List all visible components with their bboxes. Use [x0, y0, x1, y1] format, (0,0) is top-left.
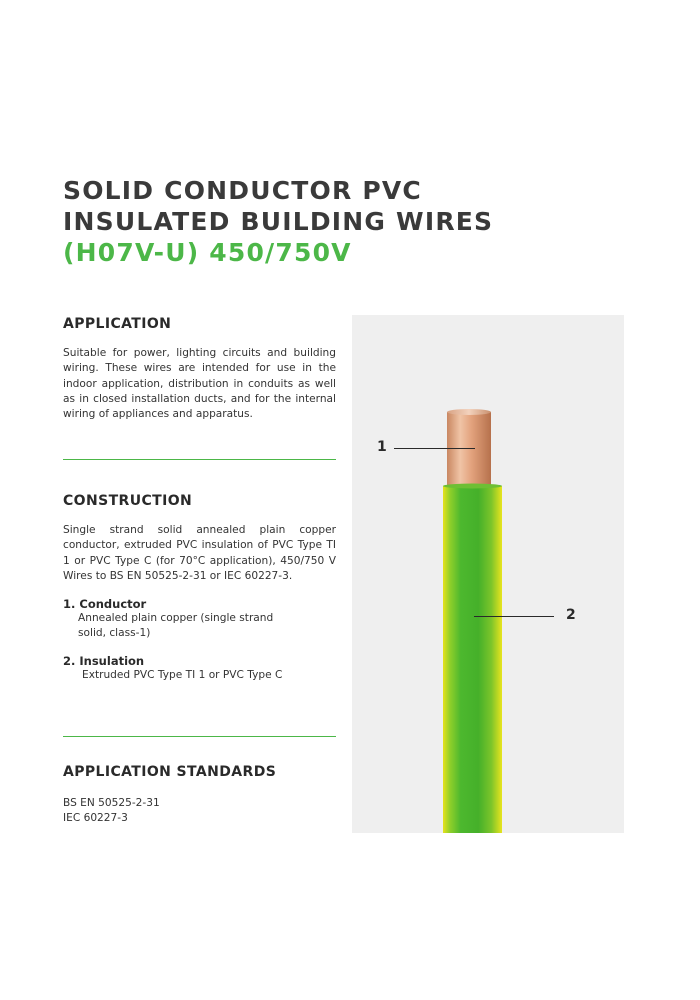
- construction-section: [63, 493, 336, 683]
- title-line-2: INSULATED BUILDING WIRES: [63, 207, 494, 236]
- copper-conductor: [447, 412, 491, 492]
- callout-1-label: 1: [377, 439, 387, 455]
- standard-item: BS EN 50525-2-31: [63, 797, 160, 809]
- insulation-title: 2. Insulation: [63, 654, 145, 669]
- construction-heading: CONSTRUCTION: [63, 493, 193, 509]
- conductor-title: 1. Conductor: [63, 597, 147, 612]
- construction-item-conductor: [63, 597, 336, 641]
- callout-2-label: 2: [566, 607, 576, 623]
- divider-2: [63, 736, 336, 737]
- application-heading: APPLICATION: [63, 316, 172, 332]
- wire-illustration: [352, 315, 624, 833]
- conductor-end-face: [447, 409, 491, 415]
- standards-section: [63, 764, 336, 826]
- title-line-1: SOLID CONDUCTOR PVC: [63, 176, 422, 205]
- standards-heading: APPLICATION STANDARDS: [63, 764, 277, 780]
- title-line-3: (H07V-U) 450/750V: [63, 238, 352, 267]
- application-section: [63, 316, 336, 422]
- wire-product-image: [352, 315, 624, 833]
- construction-item-insulation: [63, 654, 336, 683]
- construction-text: Single strand solid annealed plain copper conductor, extruded PVC insulation of PVC Type TI 1 or PVC Type C (for 70°C application), 450/750 V Wires to BS EN 50525-2-31 or IEC 60227-3.: [63, 524, 336, 582]
- conductor-line-2: solid, class-1): [78, 627, 151, 640]
- divider-1: [63, 459, 336, 460]
- insulation-end-face: [443, 484, 502, 489]
- callout-1-line: [394, 448, 475, 449]
- callout-2-line: [474, 616, 554, 617]
- application-text: Suitable for power, lighting circuits and building wiring. These wires are intended for use in the indoor application, distribution in conduits as well as in closed installation ducts, and for the internal wiring of appliances and apparatus.: [63, 347, 336, 421]
- standard-item: IEC 60227-3: [63, 812, 128, 824]
- page-title: [63, 175, 493, 268]
- pvc-insulation: [443, 486, 502, 833]
- conductor-line-1: Annealed plain copper (single strand: [78, 612, 274, 625]
- insulation-line-1: Extruded PVC Type TI 1 or PVC Type C: [82, 669, 283, 682]
